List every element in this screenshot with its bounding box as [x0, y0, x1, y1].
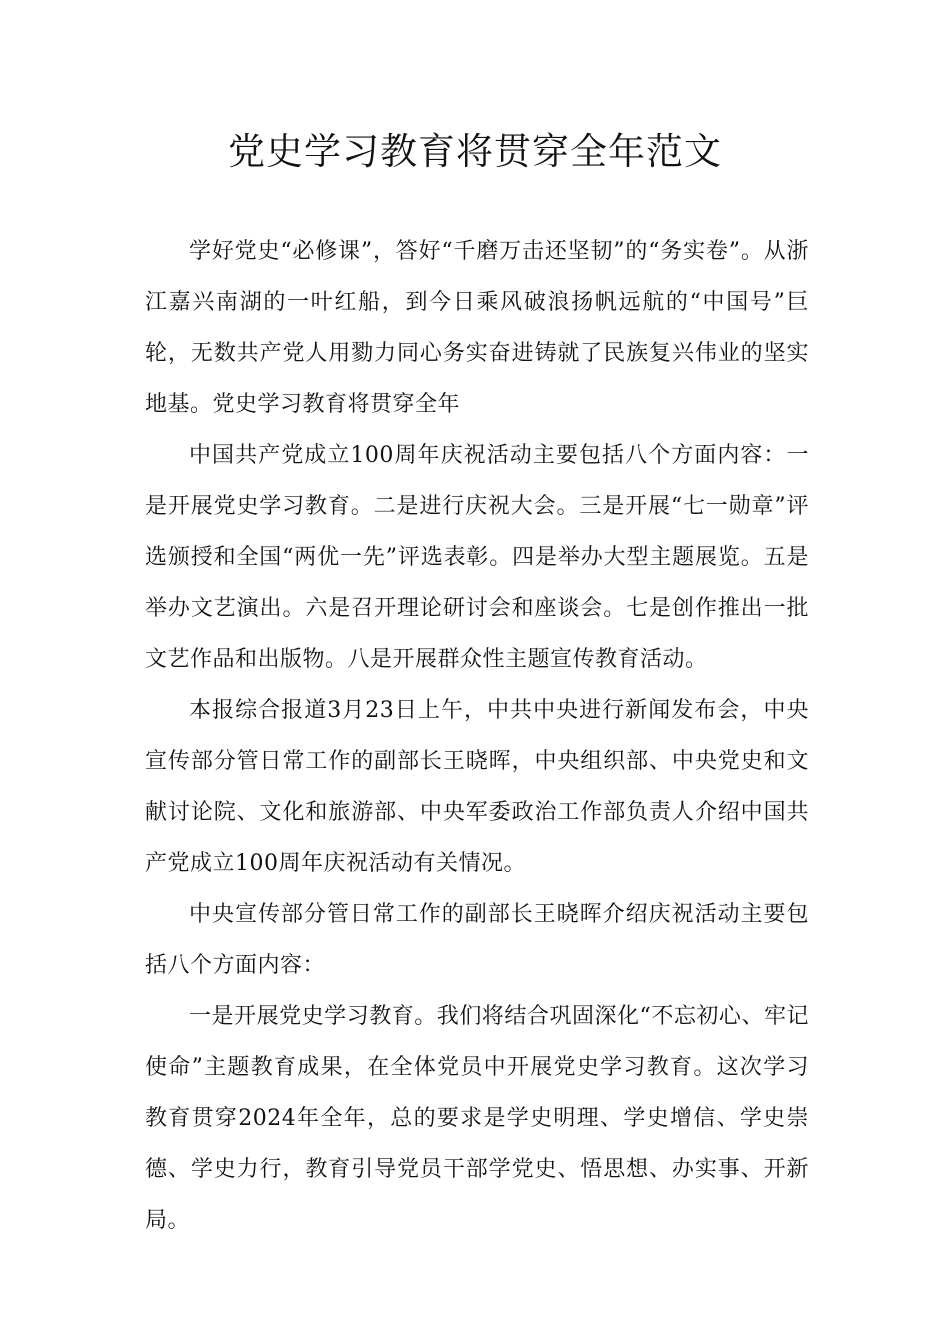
document-title: 党史学习教育将贯穿全年范文	[228, 130, 722, 173]
paragraph-5: 一是开展党史学习教育。我们将结合巩固深化“不忘初心、牢记使命”主题教育成果，在全体党员中开展党史学习教育。这次学习教育贯穿2024年全年，总的要求是学史明理、学史增信、学史崇德、学史力行，教育引导党员干部学党史、悟思想、办实事、开新局。	[145, 1004, 809, 1233]
paragraph-3: 本报综合报道3月23日上午，中共中央进行新闻发布会，中央宣传部分管日常工作的副部长王晓晖，中央组织部、中央党史和文献讨论院、文化和旅游部、中央军委政治工作部负责人介绍中国共产党成立100周年庆祝活动有关情况。	[145, 698, 809, 876]
paragraph-1: 学好党史“必修课”，答好“千磨万击还坚韧”的“务实卷”。从浙江嘉兴南湖的一叶红船，到今日乘风破浪扬帆远航的“中国号”巨轮，无数共产党人用勠力同心务实奋进铸就了民族复兴伟业的坚实地基。党史学习教育将贯穿全年	[145, 239, 809, 417]
document-body	[145, 226, 809, 1246]
paragraph-2: 中国共产党成立100周年庆祝活动主要包括八个方面内容：一是开展党史学习教育。二是进行庆祝大会。三是开展“七一勋章”评选颁授和全国“两优一先”评选表彰。四是举办大型主题展览。五是举办文艺演出。六是召开理论研讨会和座谈会。七是创作推出一批文艺作品和出版物。八是开展群众性主题宣传教育活动。	[145, 443, 809, 672]
paragraph-4: 中央宣传部分管日常工作的副部长王晓晖介绍庆祝活动主要包括八个方面内容：	[145, 902, 809, 978]
